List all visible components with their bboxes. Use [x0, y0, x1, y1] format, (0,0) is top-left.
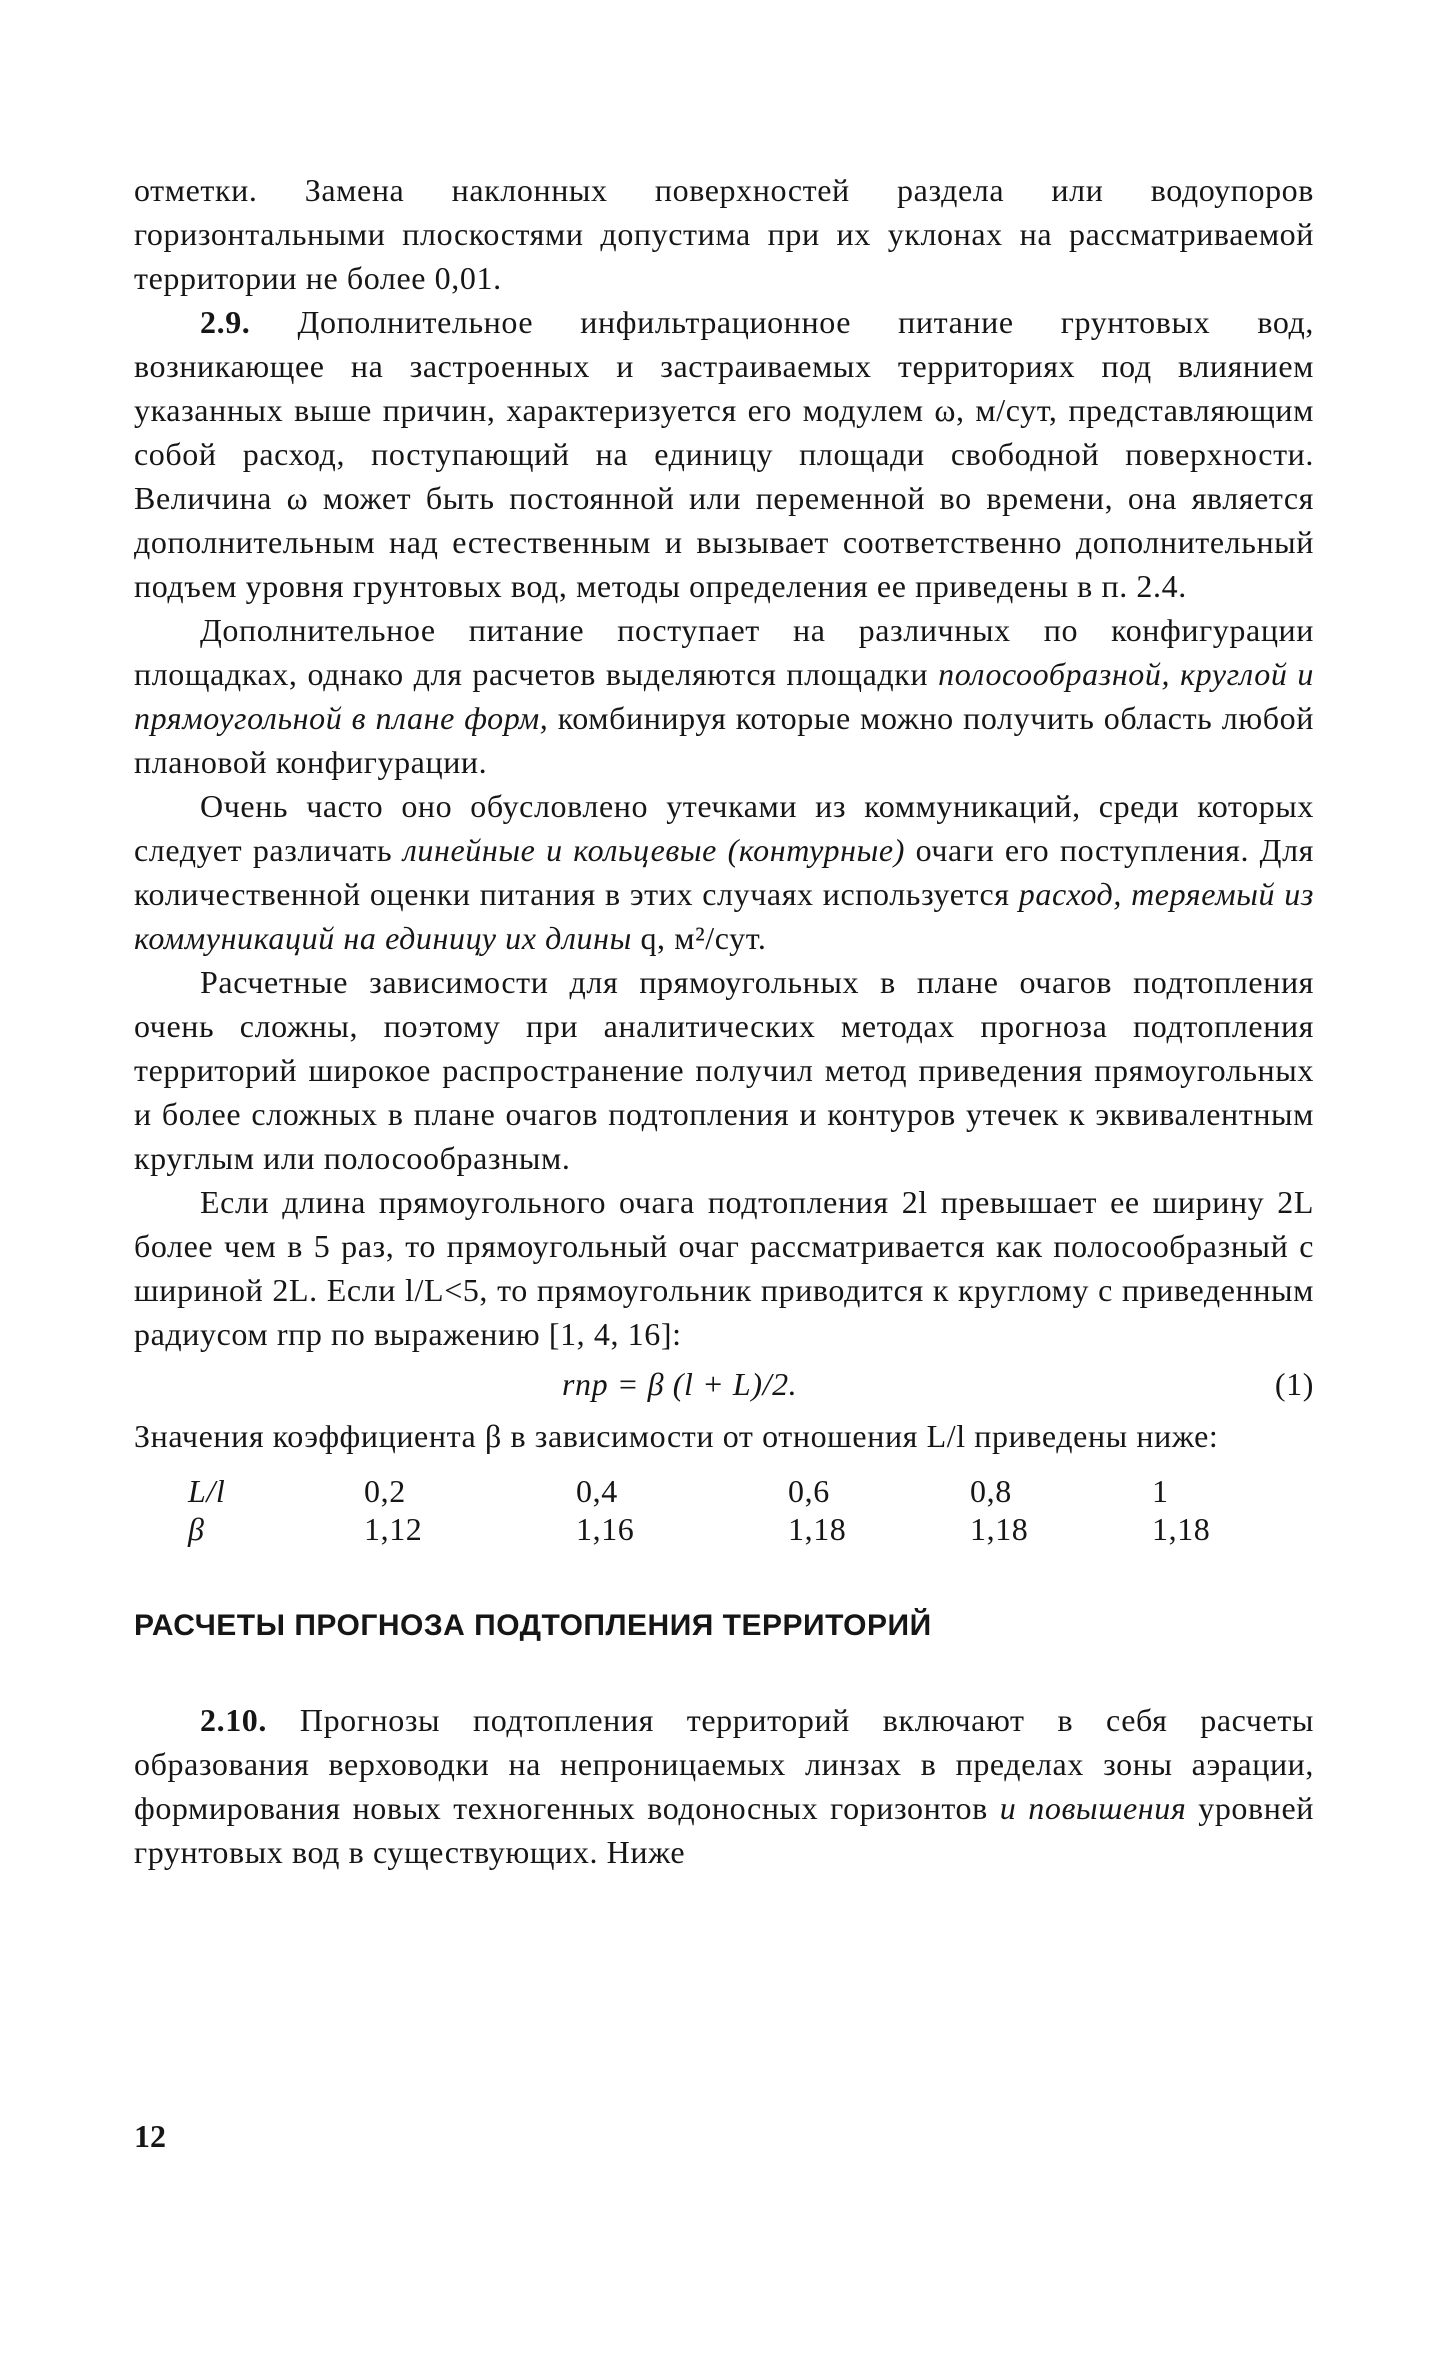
coefficient-table: [134, 1472, 1210, 1548]
page-number: 12: [134, 2118, 166, 2154]
table-cell: 0,8: [970, 1473, 1012, 1509]
section-heading: РАСЧЕТЫ ПРОГНОЗА ПОДТОПЛЕНИЯ ТЕРРИТОРИЙ: [134, 1609, 932, 1642]
emphasis-text: и повышения: [999, 1790, 1187, 1826]
emphasis-text: полосообразной, круглой и прямоугольной в плане форм,: [134, 656, 1314, 736]
paragraph-2-10: [134, 1698, 1314, 1874]
text-run: Дополнительное питание поступает на различных по конфигурации площадках, однако для расчетов выделяются площадки: [134, 612, 1314, 692]
text-run: уровней грунтовых вод в существующих. Ниже: [134, 1790, 1314, 1870]
table-cell: L/l: [188, 1473, 226, 1509]
table-cell: β: [188, 1511, 205, 1547]
text-run: комбинируя которые можно получить область любой плановой конфигурации.: [134, 700, 1314, 780]
text-run: очаги его поступления. Для количественной оценки питания в этих случаях используется: [134, 832, 1314, 912]
table-cell: 1,18: [970, 1511, 1029, 1547]
paragraph-leaks: [134, 784, 1314, 960]
section-number: 2.9.: [200, 304, 251, 340]
text-run: q, м²/сут.: [631, 920, 767, 956]
table-row: [134, 1510, 1210, 1548]
table-row: [134, 1472, 1210, 1510]
paragraph-feeding-areas: [134, 608, 1314, 784]
equation-1: [134, 1362, 1314, 1410]
section-number: 2.10.: [200, 1702, 267, 1738]
paragraph-rectangular-source: Если длина прямоугольного очага подтопления 2l превышает ее ширину 2L более чем в 5 раз, то прямоугольный очаг рассматривается как полосообразный с шириной 2L. Если l/L<5, то прямоугольник приводится к круглому с приведенным радиусом rпр по выражению [1, 4, 16]:: [134, 1184, 1314, 1352]
table-cell: 1,16: [576, 1511, 635, 1547]
table-cell: 0,2: [364, 1473, 406, 1509]
table-cell: 1,18: [1152, 1511, 1211, 1547]
equation-expression: rпр = β (l + L)/2.: [562, 1366, 798, 1402]
paragraph-coefficient-values: Значения коэффициента β в зависимости от отношения L/l приведены ниже:: [134, 1418, 1219, 1454]
paragraph-text: Дополнительное инфильтрационное питание грунтовых вод, возникающее на застроенных и застраиваемых территориях под влиянием указанных выше причин, характеризуется его модулем ω, м/сут, представляющим собой расход, поступающий на единицу площади свободной поверхности. Величина ω может быть постоянной или переменной во времени, она является дополнительным над естественным и вызывает соответственно дополнительный подъем уровня грунтовых вод, методы определения ее приведены в п. 2.4.: [134, 304, 1314, 604]
body-text: [134, 168, 1314, 1874]
table-cell: 0,6: [788, 1473, 830, 1509]
equation-number: (1): [1274, 1366, 1314, 1402]
paragraph-continuation: отметки. Замена наклонных поверхностей раздела или водоупоров горизонтальными плоскостями допустима при их уклонах на рассматриваемой территории не более 0,01.: [134, 172, 1314, 296]
paragraph-2-9: [134, 300, 1314, 608]
emphasis-text: расход, теряемый из коммуникаций на единицу их длины: [134, 876, 1314, 956]
table-cell: 0,4: [576, 1473, 618, 1509]
table-cell: 1: [1152, 1473, 1169, 1509]
text-run: Очень часто оно обусловлено утечками из коммуникаций, среди которых следует различать: [134, 788, 1314, 868]
table-cell: 1,12: [364, 1511, 423, 1547]
paragraph-calculation-methods: Расчетные зависимости для прямоугольных в плане очагов подтопления очень сложны, поэтому при аналитических методах прогноза подтопления территорий широкое распространение получил метод приведения прямоугольных и более сложных в плане очагов подтопления и контуров утечек к эквивалентным круглым или полосообразным.: [134, 964, 1314, 1176]
table-cell: 1,18: [788, 1511, 847, 1547]
text-run: Прогнозы подтопления территорий включают в себя расчеты образования верховодки на непроницаемых линзах в пределах зоны аэрации, формирования новых техногенных водоносных горизонтов: [134, 1702, 1315, 1826]
emphasis-text: линейные и кольцевые (контурные): [402, 832, 905, 868]
